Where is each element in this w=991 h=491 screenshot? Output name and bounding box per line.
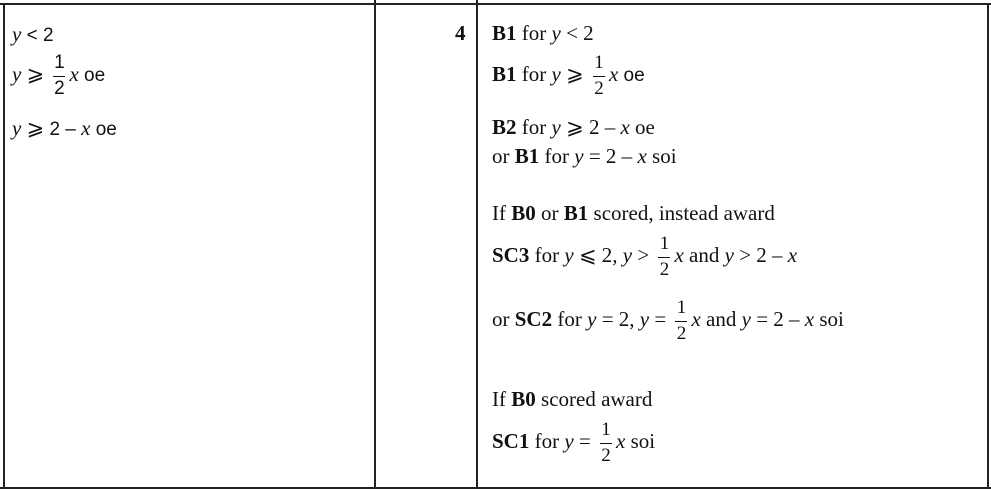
fraction-half: $\frac{1}{2}$ — [601, 419, 611, 466]
table-bottom-border — [0, 487, 991, 489]
answer-line-3: y ⩾ 2 – x oe — [12, 116, 117, 140]
marks-value: 4 — [455, 21, 466, 45]
fraction-half: $\frac{1}{2}$ — [659, 233, 670, 280]
table-left-border — [3, 3, 5, 489]
answer-line-2: y ⩾ $\frac{1}{2}$ x oe — [12, 52, 106, 99]
fraction-half: $\frac{1}{2}$ — [594, 52, 604, 99]
guidance-line-7: or SC2 for y = 2, y = $\frac{1}{2}$ x and y = 2 – x soi — [492, 297, 844, 344]
fraction-half: $\frac{1}{2}$ — [676, 297, 687, 344]
guidance-line-4: or B1 for y = 2 – x soi — [492, 144, 677, 168]
column-divider-answer — [374, 0, 376, 489]
answer-line-1: y < 2 — [12, 22, 54, 46]
guidance-line-1: B1 for y < 2 — [492, 21, 594, 45]
guidance-line-9: SC1 for y = $\frac{1}{2}$ x soi — [492, 419, 656, 466]
table-right-border — [987, 3, 989, 489]
guidance-line-5: If B0 or B1 scored, instead award — [492, 201, 775, 225]
table-top-border — [0, 3, 991, 5]
guidance-line-8: If B0 scored award — [492, 387, 653, 411]
guidance-line-3: B2 for y ⩾ 2 – x oe — [492, 115, 655, 139]
guidance-line-6: SC3 for y ⩽ 2, y > $\frac{1}{2}$ x and y > 2 – x — [492, 233, 798, 280]
fraction-half: $\frac{1}{2}$ — [54, 52, 65, 99]
column-divider-marks — [476, 0, 478, 489]
guidance-line-2: B1 for y ⩾ $\frac{1}{2}$ x oe — [492, 52, 645, 99]
